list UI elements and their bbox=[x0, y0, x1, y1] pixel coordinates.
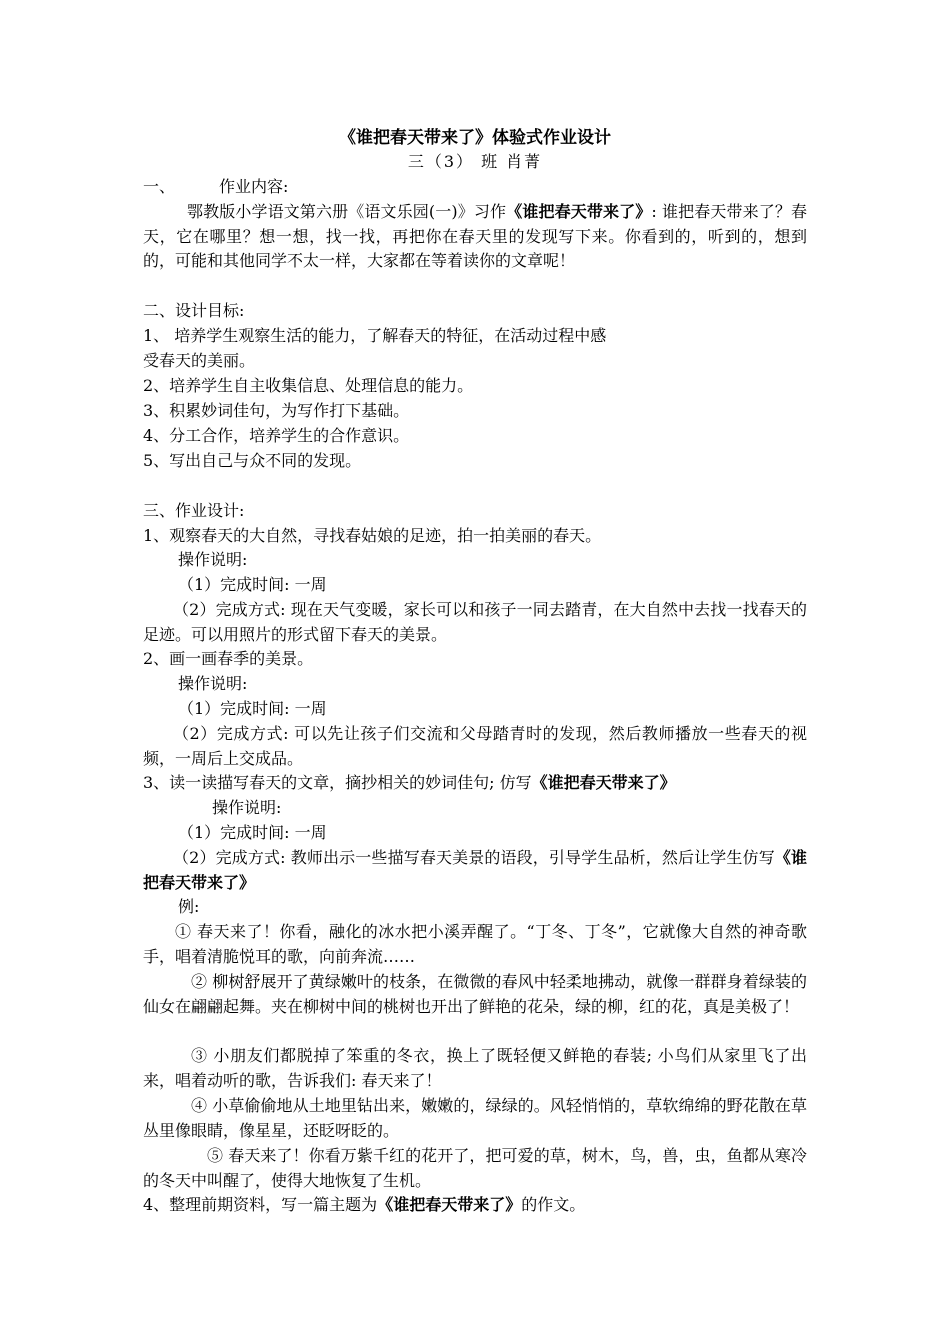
document-title: 《谁把春天带来了》体验式作业设计 bbox=[339, 128, 611, 148]
example-3: ③ 小朋友们都脱掉了笨重的冬衣，换上了既轻便又鲜艳的春装; 小鸟们从家里飞了出来，唱着动听的歌，告诉我们: 春天来了！ bbox=[143, 1046, 807, 1090]
task-2: 2、画一画春季的美景。 bbox=[143, 649, 314, 668]
task-1-ops-label: 操作说明: bbox=[178, 550, 248, 569]
goal-4: 4、分工合作，培养学生的合作意识。 bbox=[143, 426, 410, 445]
example-4: ④ 小草偷偷地从土地里钻出来，嫩嫩的，绿绿的。风轻悄悄的，草软绵绵的野花散在草丛里像眼睛，像星星，还眨呀眨的。 bbox=[143, 1096, 807, 1140]
task-3-bold: 《谁把春天带来了》 bbox=[531, 773, 676, 792]
task-2-ops-label: 操作说明: bbox=[178, 674, 248, 693]
section1-heading-number: 一、 bbox=[143, 177, 176, 196]
task-1: 1、观察春天的大自然，寻找春姑娘的足迹，拍一拍美丽的春天。 bbox=[143, 526, 602, 545]
goal-1-line-a: 1、 培养学生观察生活的能力，了解春天的特征，在活动过程中感 bbox=[143, 326, 607, 345]
section1-p1-bold: 《谁把春天带来了》 bbox=[506, 202, 652, 221]
section2-heading: 二、设计目标: bbox=[143, 301, 245, 320]
goal-3: 3、积累妙词佳句，为写作打下基础。 bbox=[143, 401, 410, 420]
task-3-time: （1）完成时间: 一周 bbox=[178, 823, 327, 842]
task-4-post: 的作文。 bbox=[521, 1195, 586, 1214]
task-1-mode: （2）完成方式: 现在天气变暖，家长可以和孩子一同去踏青，在大自然中去找一找春天的足迹。可以用照片的形式留下春天的美景。 bbox=[143, 600, 807, 644]
example-2: ② 柳树舒展开了黄绿嫩叶的枝条，在微微的春风中轻柔地拂动，就像一群群身着绿装的仙女在翩翩起舞。夹在柳树中间的桃树也开出了鲜艳的花朵，绿的柳，红的花，真是美极了！ bbox=[143, 972, 807, 1016]
task-3-mode-bold: 《谁把春天带来了》 bbox=[143, 848, 807, 892]
goal-2: 2、培养学生自主收集信息、处理信息的能力。 bbox=[143, 376, 474, 395]
goal-1-line-b: 受春天的美丽。 bbox=[143, 351, 256, 370]
example-1: ① 春天来了！你看，融化的冰水把小溪弄醒了。“丁冬、丁冬”，它就像大自然的神奇歌手，唱着清脆悦耳的歌，向前奔流…… bbox=[143, 922, 807, 966]
task-3-ops-label: 操作说明: bbox=[212, 798, 282, 817]
document-subtitle: 三（3） 班 肖菁 bbox=[407, 152, 543, 171]
goal-5: 5、写出自己与众不同的发现。 bbox=[143, 451, 362, 470]
section1-p1-pre: 鄂教版小学语文第六册《语文乐园(一)》习作 bbox=[187, 202, 507, 221]
task-4-bold: 《谁把春天带来了》 bbox=[377, 1195, 522, 1214]
example-5: ⑤ 春天来了！你看万紫千红的花开了，把可爱的草，树木，鸟，兽，虫，鱼都从寒冷的冬天中叫醒了，使得大地恢复了生机。 bbox=[143, 1146, 807, 1190]
task-2-mode: （2）完成方式: 可以先让孩子们交流和父母踏青时的发现，然后教师播放一些春天的视频，一周后上交成品。 bbox=[143, 724, 807, 768]
task-3-mode-pre: （2）完成方式: 教师出示一些描写春天美景的语段，引导学生品析，然后让学生仿写 bbox=[173, 848, 775, 867]
task-3 bbox=[143, 772, 676, 794]
example-label: 例: bbox=[178, 897, 200, 916]
section1-heading-text: 作业内容: bbox=[219, 177, 289, 196]
task-3-pre: 3、读一读描写春天的文章，摘抄相关的妙词佳句; 仿写 bbox=[143, 773, 532, 792]
task-2-time: （1）完成时间: 一周 bbox=[178, 699, 327, 718]
task-4-pre: 4、整理前期资料，写一篇主题为 bbox=[143, 1195, 378, 1214]
task-3-mode bbox=[143, 846, 807, 895]
section1-heading bbox=[143, 176, 288, 198]
task-1-time: （1）完成时间: 一周 bbox=[178, 575, 327, 594]
section1-p1-post: : 谁把春天带来了？春天，它在哪里？想一想，找一找，再把你在春天里的发现写下来。你看到的，听到的，想到的，可能和其他同学不太一样，大家都在等着读你的文章呢！ bbox=[143, 202, 807, 270]
section1-paragraph bbox=[143, 200, 807, 274]
section3-heading: 三、作业设计: bbox=[143, 501, 245, 520]
task-4 bbox=[143, 1194, 585, 1216]
